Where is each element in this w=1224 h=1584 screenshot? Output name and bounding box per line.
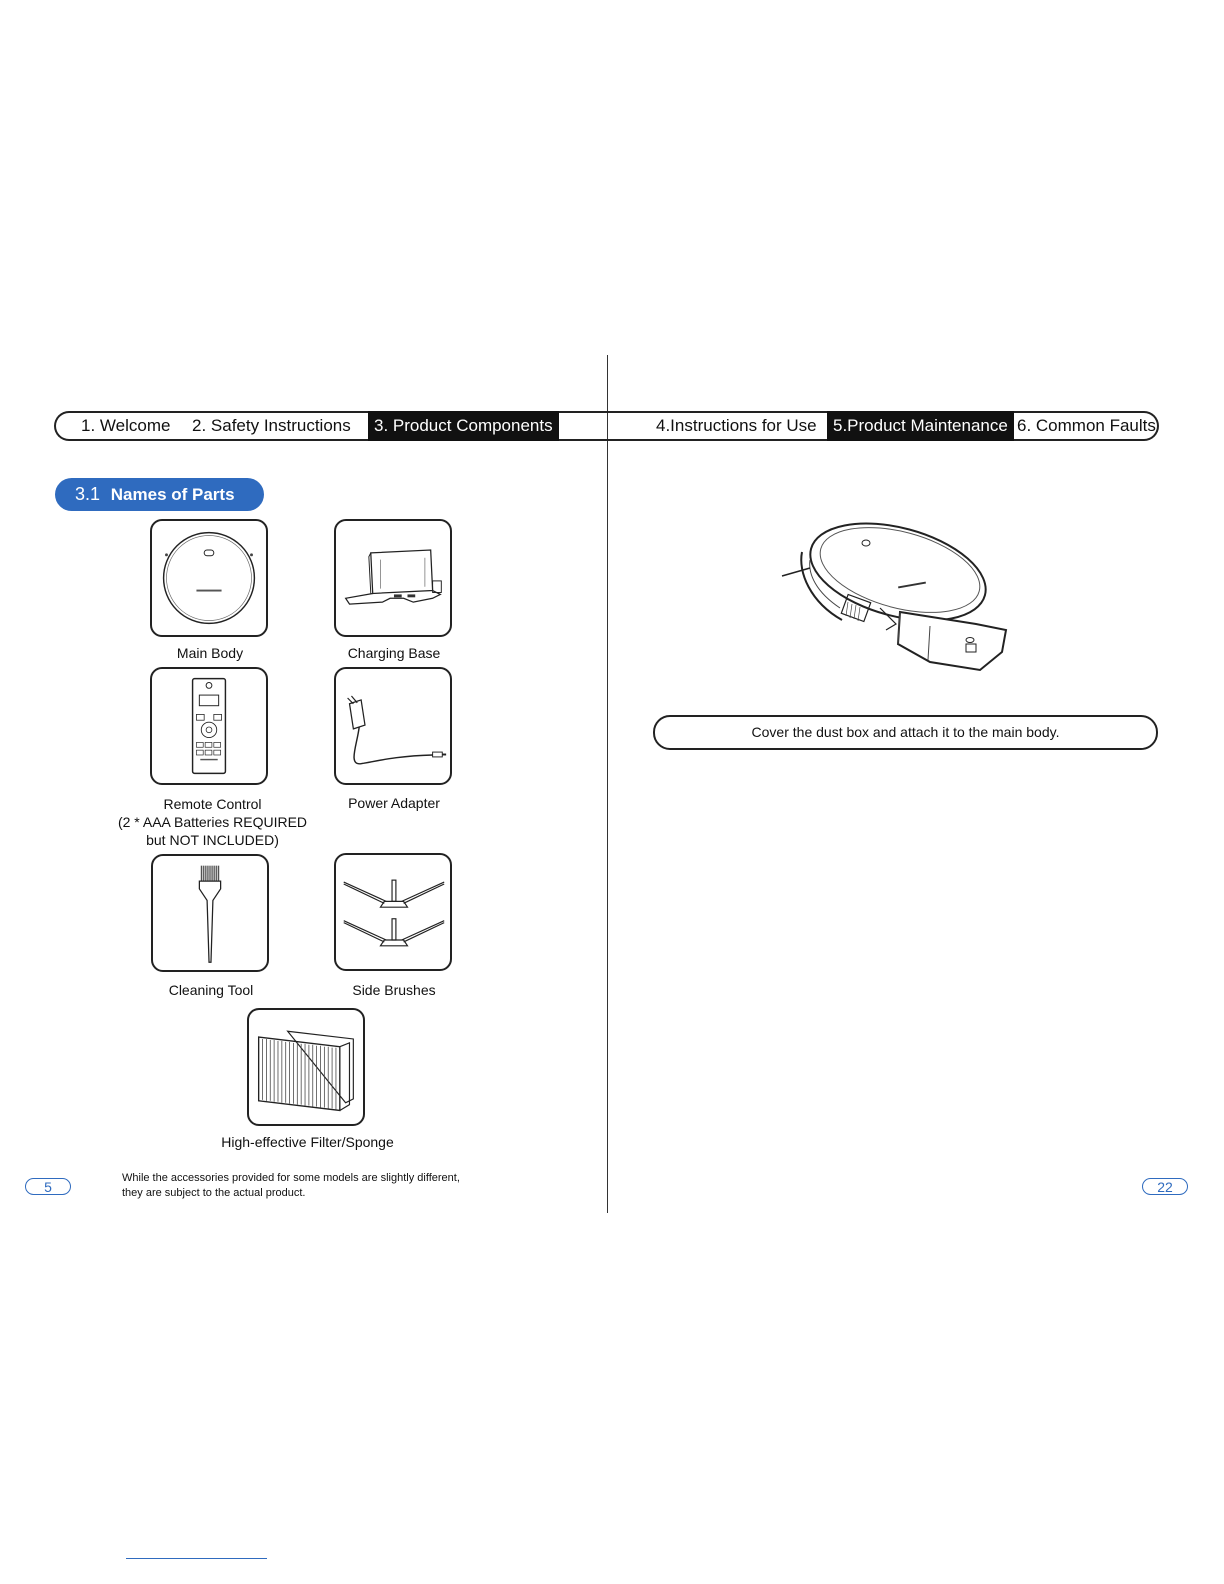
part-charging-base [334, 519, 452, 637]
caption-remote-control [105, 795, 320, 849]
robot-vacuum-icon [152, 521, 266, 635]
part-power-adapter [334, 667, 452, 785]
robot-dust-box-illustration [780, 512, 1020, 677]
caption-cleaning-tool: Cleaning Tool [168, 982, 254, 998]
nav-instructions-for-use[interactable]: 4.Instructions for Use [656, 416, 817, 435]
instruction-callout: Cover the dust box and attach it to the main body. [653, 715, 1158, 750]
cleaning-brush-icon [153, 856, 267, 970]
caption-side-brushes: Side Brushes [352, 982, 436, 998]
section-title: Names of Parts [110, 485, 235, 504]
nav-welcome[interactable]: 1. Welcome [81, 416, 171, 435]
nav-bar-right [607, 411, 1159, 441]
power-adapter-icon [336, 669, 450, 783]
part-remote-control [150, 667, 268, 785]
caption-remote-control-note-2: but NOT INCLUDED) [146, 832, 279, 848]
caption-remote-control-note-1: (2 * AAA Batteries REQUIRED [117, 814, 308, 830]
nav-product-maintenance[interactable]: 5.Product Maintenance [827, 411, 1014, 441]
remote-control-icon [152, 669, 266, 783]
nav-safety-instructions[interactable]: 2. Safety Instructions [192, 416, 351, 435]
page-divider [607, 355, 608, 1213]
caption-main-body: Main Body [176, 645, 244, 661]
nav-product-components[interactable]: 3. Product Components [368, 411, 559, 441]
page-number-left: 5 [25, 1178, 71, 1195]
part-main-body [150, 519, 268, 637]
accessories-note-line-2: they are subject to the actual product. [122, 1187, 306, 1199]
filter-sponge-icon [249, 1010, 363, 1124]
accessories-note-line-1: While the accessories provided for some models are slightly different, [122, 1172, 460, 1184]
page-number-right: 22 [1142, 1178, 1188, 1195]
accessories-note [122, 1171, 460, 1201]
nav-bar-left [54, 411, 608, 441]
part-cleaning-tool [151, 854, 269, 972]
nav-common-faults[interactable]: 6. Common Faults [1017, 416, 1156, 435]
bottom-link-underline [126, 1558, 267, 1559]
caption-remote-control-name: Remote Control [163, 796, 262, 812]
section-heading [55, 478, 264, 511]
caption-filter-sponge: High-effective Filter/Sponge [221, 1134, 394, 1150]
side-brushes-icon [336, 855, 450, 969]
caption-charging-base: Charging Base [347, 645, 441, 661]
part-filter-sponge [247, 1008, 365, 1126]
section-number: 3.1 [75, 484, 101, 504]
caption-power-adapter: Power Adapter [348, 795, 440, 811]
charging-base-icon [336, 521, 450, 635]
part-side-brushes [334, 853, 452, 971]
